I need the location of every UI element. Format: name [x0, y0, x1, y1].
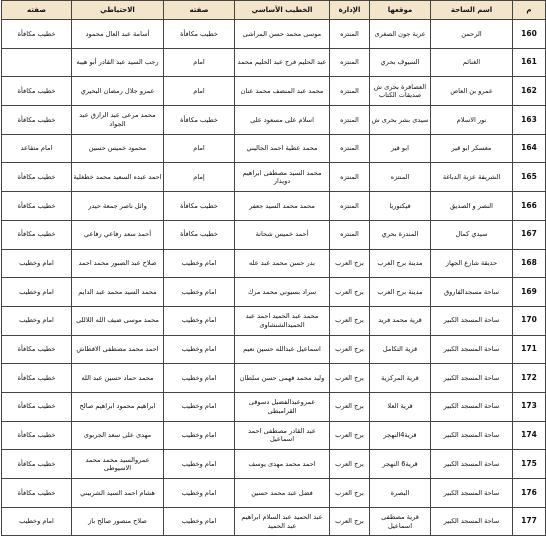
location-cell: قرية مصطفى اسماعيل — [370, 507, 431, 536]
administration-cell: برج العرب — [330, 507, 370, 536]
row-number-cell: 176 — [513, 479, 546, 508]
reserve-role-cell: خطيب مكافأة — [2, 20, 72, 49]
administration-cell: المنتزه — [330, 134, 370, 163]
header-row — [2, 1, 546, 20]
main-preacher-cell: عبد الحليم فرج عبد الحليم محمد — [235, 48, 330, 77]
location-cell: قرية المركزية — [370, 364, 431, 393]
ground-name-cell: ساحة المسجد الكبير — [431, 392, 513, 421]
reserve-role-cell: خطيب مكافأة — [2, 220, 72, 249]
location-cell: قرية4النهجر — [370, 421, 431, 450]
ground-name-cell: عمرو بن العاص — [431, 77, 513, 106]
administration-cell: برج العرب — [330, 278, 370, 307]
administration-cell: برج العرب — [330, 479, 370, 508]
row-number-cell: 160 — [513, 20, 546, 49]
header-number: م — [513, 1, 546, 20]
row-number-cell: 170 — [513, 306, 546, 335]
ground-name-cell: النصر و الصديق — [431, 192, 513, 221]
reserve-role-cell: خطيب مكافأة — [2, 106, 72, 135]
reserve-preacher-cell: هشام احمد السيد الشربيني — [72, 479, 164, 508]
table-row — [2, 163, 546, 192]
location-cell: قرية6 النهجر — [370, 450, 431, 479]
row-number-cell: 168 — [513, 249, 546, 278]
main-role-cell: امام — [164, 48, 235, 77]
reserve-role-cell: خطيب مكافأة — [2, 479, 72, 508]
reserve-role-cell: خطيب مكافأة — [2, 335, 72, 364]
main-preacher-cell: موسى محمد حسن المراشى — [235, 20, 330, 49]
table-row — [2, 48, 546, 77]
prayer-grounds-table — [1, 0, 546, 536]
administration-cell: برج العرب — [330, 421, 370, 450]
ground-name-cell: ساحة المسجد الكبير — [431, 306, 513, 335]
main-preacher-cell: اسماعيل عبدالله حسين نعيم — [235, 335, 330, 364]
location-cell: قرية التكامل — [370, 335, 431, 364]
main-preacher-cell: بدر حسن محمد عبد عله — [235, 249, 330, 278]
administration-cell: برج العرب — [330, 335, 370, 364]
header-location: موقعها — [370, 1, 431, 20]
reserve-role-cell: خطيب مكافأة — [2, 421, 72, 450]
administration-cell: المنتزه — [330, 20, 370, 49]
ground-name-cell: الشريفة عزبة الدباغة — [431, 163, 513, 192]
main-role-cell: امام وخطيب — [164, 450, 235, 479]
reserve-role-cell: خطيب مكافأة — [2, 77, 72, 106]
main-role-cell: خطيب مكافأة — [164, 192, 235, 221]
reserve-preacher-cell: أحمد سعد رفاعي رفاعي — [72, 220, 164, 249]
reserve-role-cell: امام وخطيب — [2, 278, 72, 307]
main-role-cell: امام وخطيب — [164, 278, 235, 307]
ground-name-cell: ساحة المسجد الكبير — [431, 421, 513, 450]
main-preacher-cell: أحمد خميس شحاتة — [235, 220, 330, 249]
administration-cell: المنتزه — [330, 163, 370, 192]
administration-cell: المنتزه — [330, 48, 370, 77]
location-cell: قرية محمد فريد — [370, 306, 431, 335]
table-row — [2, 392, 546, 421]
ground-name-cell: معسكر ابو قير — [431, 134, 513, 163]
reserve-role-cell: خطيب مكافأة — [2, 163, 72, 192]
main-preacher-cell: عبد الحميد عبد السلام ابراهيم عبد الحميد — [235, 507, 330, 536]
administration-cell: المنتزه — [330, 192, 370, 221]
reserve-role-cell: امام متقاعد — [2, 134, 72, 163]
main-preacher-cell: وليد محمد فهمى حسن سلطان — [235, 364, 330, 393]
reserve-role-cell: خطيب مكافأة — [2, 392, 72, 421]
reserve-preacher-cell: عمروالسيد محمد محمد الاسيوطى — [72, 450, 164, 479]
header-administration: الإدارة — [330, 1, 370, 20]
location-cell: مدينة برج العرب — [370, 278, 431, 307]
ground-name-cell: ساحة المسجد الكبير — [431, 335, 513, 364]
header-main-role: صفته — [164, 1, 235, 20]
reserve-preacher-cell: محمد موسى ضيف الله اللاللى — [72, 306, 164, 335]
reserve-preacher-cell: احمد عبده السعيد محمد خطغلية — [72, 163, 164, 192]
reserve-preacher-cell: صلاح منصور صالح باز — [72, 507, 164, 536]
table-row — [2, 77, 546, 106]
main-role-cell: امام وخطيب — [164, 421, 235, 450]
location-cell: سيدى بشر بحرى ش — [370, 106, 431, 135]
table-row — [2, 20, 546, 49]
reserve-role-cell: امام وخطيب — [2, 507, 72, 536]
main-role-cell: امام وخطيب — [164, 306, 235, 335]
main-preacher-cell: محمد السيد مصطفى ابراهيم دويدار — [235, 163, 330, 192]
administration-cell: برج العرب — [330, 364, 370, 393]
location-cell: مدينة برج العرب — [370, 249, 431, 278]
ground-name-cell: ساحة المسجد الكبير — [431, 450, 513, 479]
table-row — [2, 249, 546, 278]
header-main-preacher: الخطيب الأساسي — [235, 1, 330, 20]
ground-name-cell: الرحمن — [431, 20, 513, 49]
main-role-cell: إمام — [164, 163, 235, 192]
row-number-cell: 167 — [513, 220, 546, 249]
row-number-cell: 175 — [513, 450, 546, 479]
location-cell: عزبة جون الصغرى — [370, 20, 431, 49]
location-cell: قرية العلا — [370, 392, 431, 421]
row-number-cell: 164 — [513, 134, 546, 163]
main-role-cell: امام وخطيب — [164, 479, 235, 508]
reserve-preacher-cell: أسامة عبد العال محمود — [72, 20, 164, 49]
location-cell: السيوف بحري — [370, 48, 431, 77]
table-row — [2, 220, 546, 249]
row-number-cell: 174 — [513, 421, 546, 450]
row-number-cell: 161 — [513, 48, 546, 77]
main-preacher-cell: عمروعبدالفضيل دسوقى القرامبطى — [235, 392, 330, 421]
main-preacher-cell: عبد القادر مصطفى احمد اسماعيل — [235, 421, 330, 450]
ground-name-cell: حديقة شارع الجهاز — [431, 249, 513, 278]
reserve-preacher-cell: محمد مرعى عبد الرازق عبد الجواد — [72, 106, 164, 135]
main-role-cell: امام وخطيب — [164, 364, 235, 393]
header-reserve-role: صفته — [2, 1, 72, 20]
location-cell: ابو قير — [370, 134, 431, 163]
row-number-cell: 166 — [513, 192, 546, 221]
location-cell: فيكتوريا — [370, 192, 431, 221]
reserve-role-cell: خطيب مكافأة — [2, 364, 72, 393]
table-row — [2, 421, 546, 450]
row-number-cell: 165 — [513, 163, 546, 192]
ground-name-cell: ساحة المسجد الكبير — [431, 479, 513, 508]
table-body — [2, 20, 546, 536]
row-number-cell: 173 — [513, 392, 546, 421]
location-cell: العصافرة بحرى ش صديقات الكتاب — [370, 77, 431, 106]
reserve-role-cell: امام وخطيب — [2, 306, 72, 335]
administration-cell: برج العرب — [330, 249, 370, 278]
row-number-cell: 171 — [513, 335, 546, 364]
location-cell: المندرة بحري — [370, 220, 431, 249]
table-row — [2, 306, 546, 335]
reserve-preacher-cell: محمد السيد محمد عبد الدايم — [72, 278, 164, 307]
row-number-cell: 177 — [513, 507, 546, 536]
administration-cell: المنتزه — [330, 106, 370, 135]
main-preacher-cell: فضل عبد محمد حسين — [235, 479, 330, 508]
reserve-preacher-cell: مهدى على سعد الجربوى — [72, 421, 164, 450]
ground-name-cell: الغنائم — [431, 48, 513, 77]
reserve-preacher-cell: رجب السيد عبد القادر أبو هيبه — [72, 48, 164, 77]
row-number-cell: 169 — [513, 278, 546, 307]
main-role-cell: امام — [164, 77, 235, 106]
reserve-role-cell: خطيب مكافأة — [2, 192, 72, 221]
reserve-preacher-cell: صلاح عبد الصبور محمد احمد — [72, 249, 164, 278]
reserve-role-cell: امام وخطيب — [2, 249, 72, 278]
administration-cell: المنتزه — [330, 220, 370, 249]
administration-cell: برج العرب — [330, 306, 370, 335]
reserve-role-cell — [2, 48, 72, 77]
main-preacher-cell: محمد عطية احمد الجاليني — [235, 134, 330, 163]
ground-name-cell: سيدي كمال — [431, 220, 513, 249]
main-preacher-cell: سراد بسيوني محمد مرك — [235, 278, 330, 307]
reserve-role-cell: خطيب مكافأة — [2, 450, 72, 479]
main-preacher-cell: محمد عبد المنصف محمد عنان — [235, 77, 330, 106]
main-preacher-cell: احمد محمد مهدى يوسف — [235, 450, 330, 479]
main-role-cell: خطيب مكافأة — [164, 20, 235, 49]
administration-cell: برج العرب — [330, 450, 370, 479]
main-role-cell: خطيب مكافأة — [164, 106, 235, 135]
main-role-cell: خطيب مكافأة — [164, 220, 235, 249]
reserve-preacher-cell: احمد محمد مصطفى الاقطاش — [72, 335, 164, 364]
location-cell: المنتزه — [370, 163, 431, 192]
reserve-preacher-cell: عمرو جلال رمضان البحيري — [72, 77, 164, 106]
row-number-cell: 163 — [513, 106, 546, 135]
administration-cell: برج العرب — [330, 392, 370, 421]
administration-cell: المنتزه — [330, 77, 370, 106]
main-preacher-cell: محمد محمد السيد جعفر — [235, 192, 330, 221]
table-row — [2, 106, 546, 135]
header-ground-name: اسم الساحة — [431, 1, 513, 20]
main-preacher-cell: محمد عبد الحميد احمد عبد الحميدالشنشاوى — [235, 306, 330, 335]
reserve-preacher-cell: ابراهيم محمود ابراهيم صالح — [72, 392, 164, 421]
main-role-cell: امام — [164, 134, 235, 163]
ground-name-cell: ساحة مسجدالفاروق — [431, 278, 513, 307]
ground-name-cell: ساحة المسجد الكبير — [431, 507, 513, 536]
reserve-preacher-cell: محمد حماد حسين عبد الله — [72, 364, 164, 393]
ground-name-cell: ساحة المسجد الكبير — [431, 364, 513, 393]
reserve-preacher-cell: محمود خميس حسين — [72, 134, 164, 163]
main-role-cell: امام وخطيب — [164, 392, 235, 421]
table-row — [2, 335, 546, 364]
ground-name-cell: نور الاسلام — [431, 106, 513, 135]
reserve-preacher-cell: وائل ناصر جمعة حيدر — [72, 192, 164, 221]
table-row — [2, 192, 546, 221]
table-row — [2, 450, 546, 479]
header-reserve-preacher: الاحتياطي — [72, 1, 164, 20]
table-row — [2, 134, 546, 163]
row-number-cell: 172 — [513, 364, 546, 393]
main-preacher-cell: اسلام على مسعود على — [235, 106, 330, 135]
table-row — [2, 479, 546, 508]
table-row — [2, 507, 546, 536]
row-number-cell: 162 — [513, 77, 546, 106]
main-role-cell: امام وخطيب — [164, 335, 235, 364]
location-cell: البصرة — [370, 479, 431, 508]
table-row — [2, 278, 546, 307]
table-row — [2, 364, 546, 393]
main-role-cell: امام وخطيب — [164, 249, 235, 278]
main-role-cell: امام وخطيب — [164, 507, 235, 536]
